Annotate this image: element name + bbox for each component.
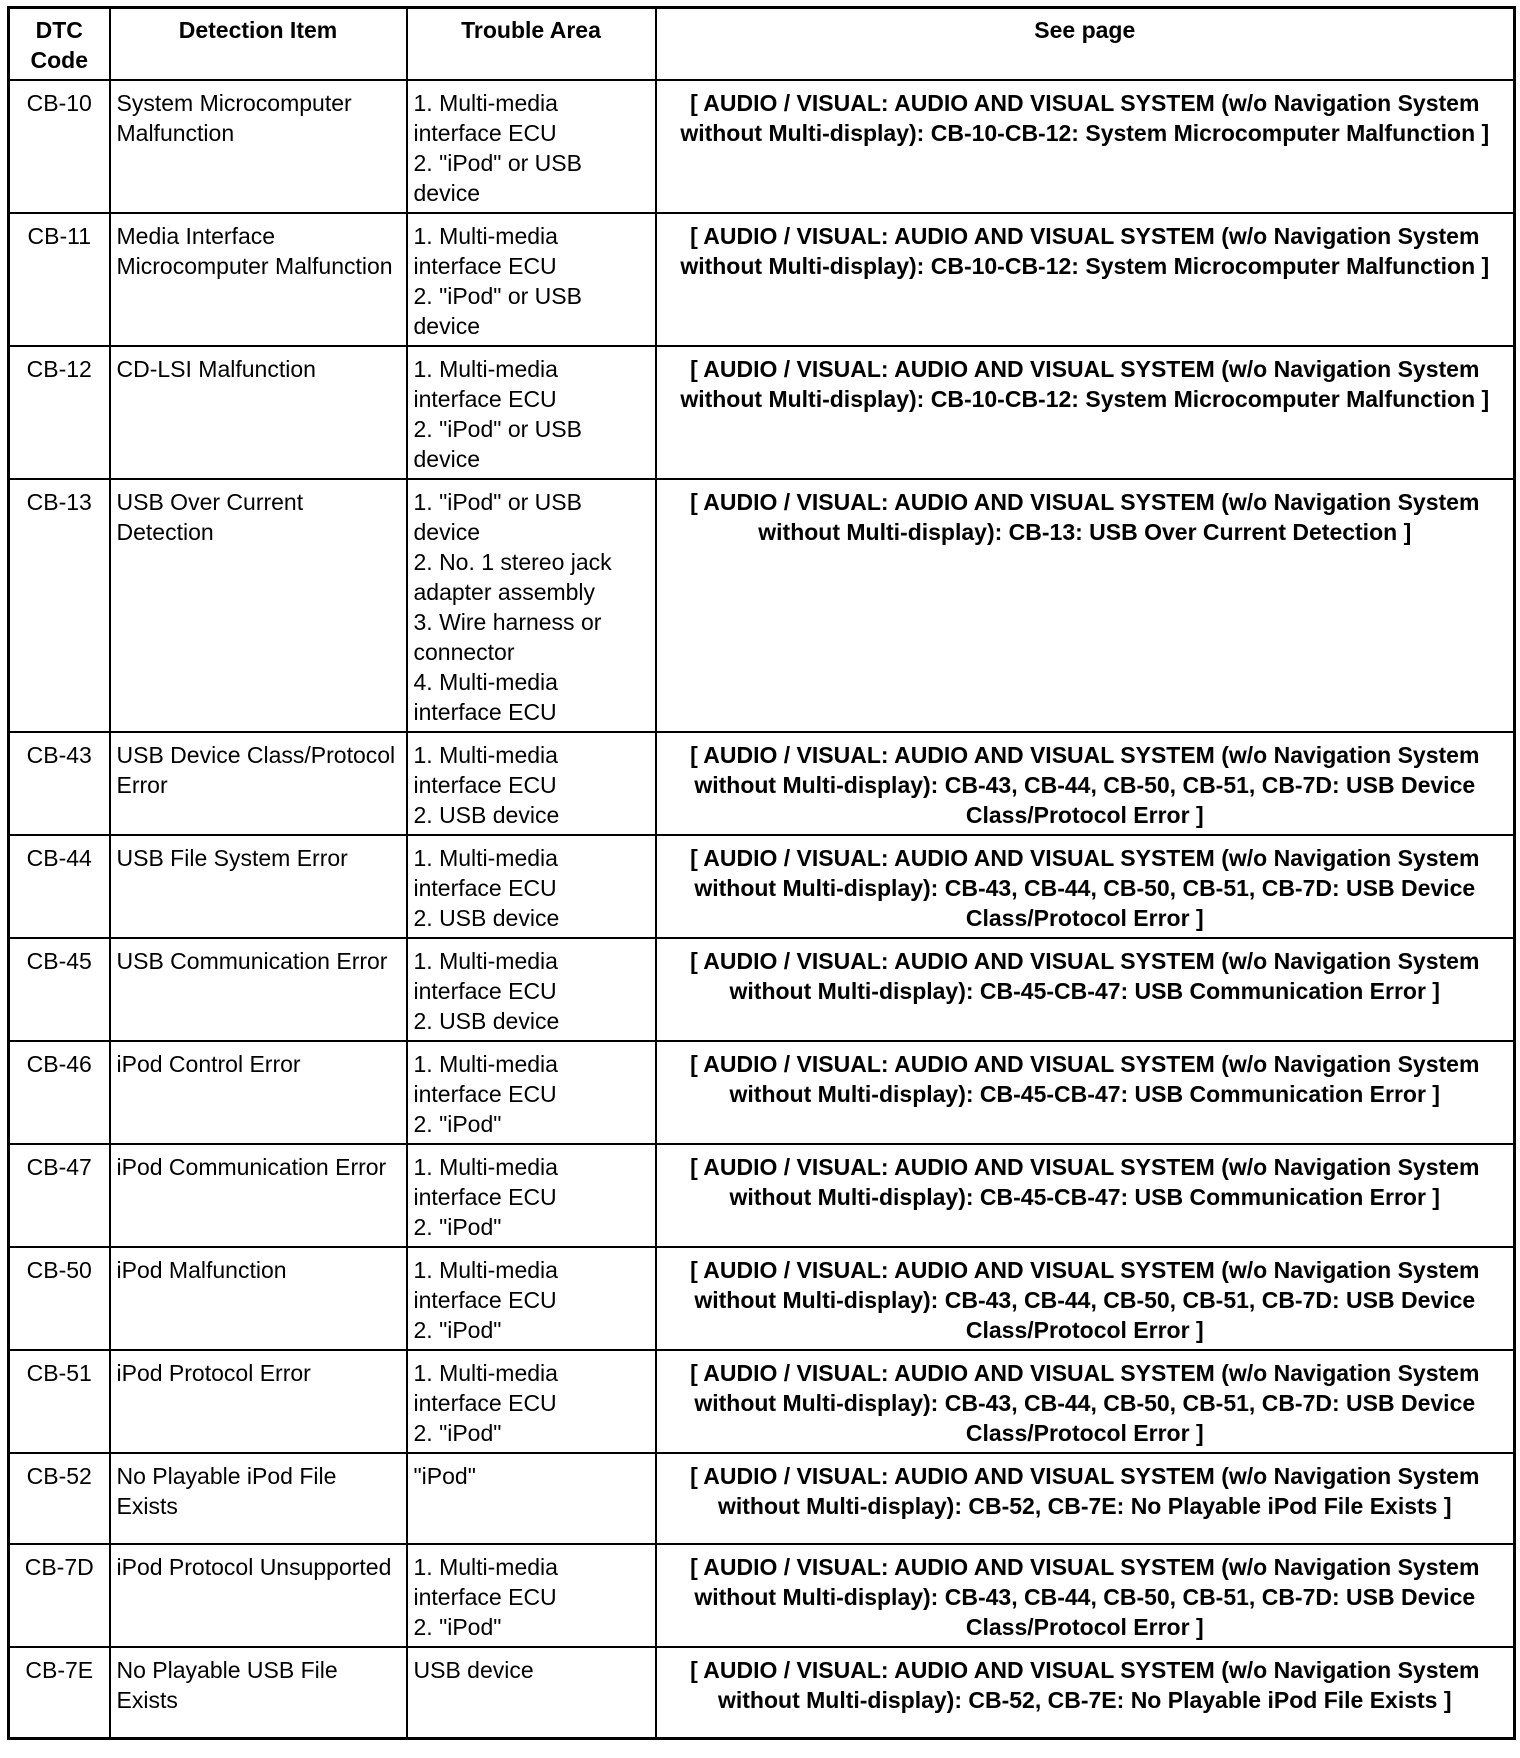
- table-header-row: [9, 8, 1515, 81]
- trouble-area-cell: USB device: [407, 1647, 656, 1738]
- trouble-area-cell: 1. Multi-media interface ECU 2. "iPod": [407, 1544, 656, 1647]
- table-row: [9, 1144, 1515, 1247]
- see-page-link[interactable]: [ AUDIO / VISUAL: AUDIO AND VISUAL SYSTEM (w/o Navigation System without Multi-display): CB-43, CB-44, CB-50, CB-51, CB-7D: USB Device Class/Protocol Error ]: [656, 1247, 1515, 1350]
- trouble-area-cell: 1. Multi-media interface ECU 2. "iPod": [407, 1144, 656, 1247]
- see-page-link[interactable]: [ AUDIO / VISUAL: AUDIO AND VISUAL SYSTEM (w/o Navigation System without Multi-display): CB-10-CB-12: System Microcomputer Malfunction ]: [656, 346, 1515, 479]
- see-page-link[interactable]: [ AUDIO / VISUAL: AUDIO AND VISUAL SYSTEM (w/o Navigation System without Multi-display): CB-52, CB-7E: No Playable iPod File Exists ]: [656, 1453, 1515, 1544]
- trouble-area-cell: 1. "iPod" or USB device 2. No. 1 stereo jack adapter assembly 3. Wire harness or connector 4. Multi-media interface ECU: [407, 479, 656, 732]
- header-see-page: See page: [656, 8, 1515, 81]
- header-trouble-area: Trouble Area: [407, 8, 656, 81]
- see-page-link[interactable]: [ AUDIO / VISUAL: AUDIO AND VISUAL SYSTEM (w/o Navigation System without Multi-display): CB-43, CB-44, CB-50, CB-51, CB-7D: USB Device Class/Protocol Error ]: [656, 835, 1515, 938]
- dtc-code-cell: CB-45: [9, 938, 110, 1041]
- dtc-code-cell: CB-11: [9, 213, 110, 346]
- table-row: [9, 213, 1515, 346]
- detection-item-cell: Media Interface Microcomputer Malfunction: [110, 213, 407, 346]
- see-page-link[interactable]: [ AUDIO / VISUAL: AUDIO AND VISUAL SYSTEM (w/o Navigation System without Multi-display): CB-13: USB Over Current Detection ]: [656, 479, 1515, 732]
- see-page-link[interactable]: [ AUDIO / VISUAL: AUDIO AND VISUAL SYSTEM (w/o Navigation System without Multi-display): CB-45-CB-47: USB Communication Error ]: [656, 1041, 1515, 1144]
- dtc-code-cell: CB-44: [9, 835, 110, 938]
- trouble-area-cell: 1. Multi-media interface ECU 2. "iPod": [407, 1041, 656, 1144]
- dtc-code-cell: CB-52: [9, 1453, 110, 1544]
- detection-item-cell: USB File System Error: [110, 835, 407, 938]
- detection-item-cell: System Microcomputer Malfunction: [110, 80, 407, 213]
- trouble-area-cell: 1. Multi-media interface ECU 2. "iPod" or USB device: [407, 213, 656, 346]
- table-row: [9, 835, 1515, 938]
- detection-item-cell: USB Communication Error: [110, 938, 407, 1041]
- detection-item-cell: USB Device Class/Protocol Error: [110, 732, 407, 835]
- see-page-link[interactable]: [ AUDIO / VISUAL: AUDIO AND VISUAL SYSTEM (w/o Navigation System without Multi-display): CB-10-CB-12: System Microcomputer Malfunction ]: [656, 80, 1515, 213]
- detection-item-cell: No Playable iPod File Exists: [110, 1453, 407, 1544]
- table-body: [9, 80, 1515, 1738]
- trouble-area-cell: 1. Multi-media interface ECU 2. USB device: [407, 938, 656, 1041]
- table-row: [9, 1350, 1515, 1453]
- see-page-link[interactable]: [ AUDIO / VISUAL: AUDIO AND VISUAL SYSTEM (w/o Navigation System without Multi-display): CB-45-CB-47: USB Communication Error ]: [656, 1144, 1515, 1247]
- dtc-code-cell: CB-43: [9, 732, 110, 835]
- dtc-code-cell: CB-50: [9, 1247, 110, 1350]
- dtc-code-cell: CB-47: [9, 1144, 110, 1247]
- table-row: [9, 1544, 1515, 1647]
- header-dtc-code: DTC Code: [9, 8, 110, 81]
- see-page-link[interactable]: [ AUDIO / VISUAL: AUDIO AND VISUAL SYSTEM (w/o Navigation System without Multi-display): CB-10-CB-12: System Microcomputer Malfunction ]: [656, 213, 1515, 346]
- table-row: [9, 479, 1515, 732]
- table-row: [9, 938, 1515, 1041]
- detection-item-cell: iPod Communication Error: [110, 1144, 407, 1247]
- dtc-code-cell: CB-46: [9, 1041, 110, 1144]
- dtc-code-cell: CB-51: [9, 1350, 110, 1453]
- dtc-code-cell: CB-7D: [9, 1544, 110, 1647]
- see-page-link[interactable]: [ AUDIO / VISUAL: AUDIO AND VISUAL SYSTEM (w/o Navigation System without Multi-display): CB-43, CB-44, CB-50, CB-51, CB-7D: USB Device Class/Protocol Error ]: [656, 1544, 1515, 1647]
- see-page-link[interactable]: [ AUDIO / VISUAL: AUDIO AND VISUAL SYSTEM (w/o Navigation System without Multi-display): CB-43, CB-44, CB-50, CB-51, CB-7D: USB Device Class/Protocol Error ]: [656, 732, 1515, 835]
- trouble-area-cell: 1. Multi-media interface ECU 2. "iPod" or USB device: [407, 346, 656, 479]
- trouble-area-cell: 1. Multi-media interface ECU 2. USB device: [407, 732, 656, 835]
- dtc-code-cell: CB-10: [9, 80, 110, 213]
- see-page-link[interactable]: [ AUDIO / VISUAL: AUDIO AND VISUAL SYSTEM (w/o Navigation System without Multi-display): CB-45-CB-47: USB Communication Error ]: [656, 938, 1515, 1041]
- header-detection-item: Detection Item: [110, 8, 407, 81]
- detection-item-cell: No Playable USB File Exists: [110, 1647, 407, 1738]
- table-row: [9, 80, 1515, 213]
- detection-item-cell: iPod Protocol Error: [110, 1350, 407, 1453]
- detection-item-cell: iPod Protocol Unsupported: [110, 1544, 407, 1647]
- detection-item-cell: CD-LSI Malfunction: [110, 346, 407, 479]
- table-row: [9, 732, 1515, 835]
- trouble-area-cell: 1. Multi-media interface ECU 2. "iPod" or USB device: [407, 80, 656, 213]
- table-row: [9, 1453, 1515, 1544]
- dtc-table-wrapper: [7, 6, 1516, 1740]
- detection-item-cell: USB Over Current Detection: [110, 479, 407, 732]
- table-row: [9, 1041, 1515, 1144]
- dtc-code-cell: CB-13: [9, 479, 110, 732]
- table-row: [9, 346, 1515, 479]
- trouble-area-cell: 1. Multi-media interface ECU 2. USB device: [407, 835, 656, 938]
- table-row: [9, 1647, 1515, 1738]
- trouble-area-cell: 1. Multi-media interface ECU 2. "iPod": [407, 1247, 656, 1350]
- see-page-link[interactable]: [ AUDIO / VISUAL: AUDIO AND VISUAL SYSTEM (w/o Navigation System without Multi-display): CB-43, CB-44, CB-50, CB-51, CB-7D: USB Device Class/Protocol Error ]: [656, 1350, 1515, 1453]
- dtc-code-cell: CB-7E: [9, 1647, 110, 1738]
- trouble-area-cell: "iPod": [407, 1453, 656, 1544]
- trouble-area-cell: 1. Multi-media interface ECU 2. "iPod": [407, 1350, 656, 1453]
- detection-item-cell: iPod Control Error: [110, 1041, 407, 1144]
- dtc-table: [7, 6, 1516, 1740]
- dtc-code-cell: CB-12: [9, 346, 110, 479]
- detection-item-cell: iPod Malfunction: [110, 1247, 407, 1350]
- table-row: [9, 1247, 1515, 1350]
- see-page-link[interactable]: [ AUDIO / VISUAL: AUDIO AND VISUAL SYSTEM (w/o Navigation System without Multi-display): CB-52, CB-7E: No Playable iPod File Exists ]: [656, 1647, 1515, 1738]
